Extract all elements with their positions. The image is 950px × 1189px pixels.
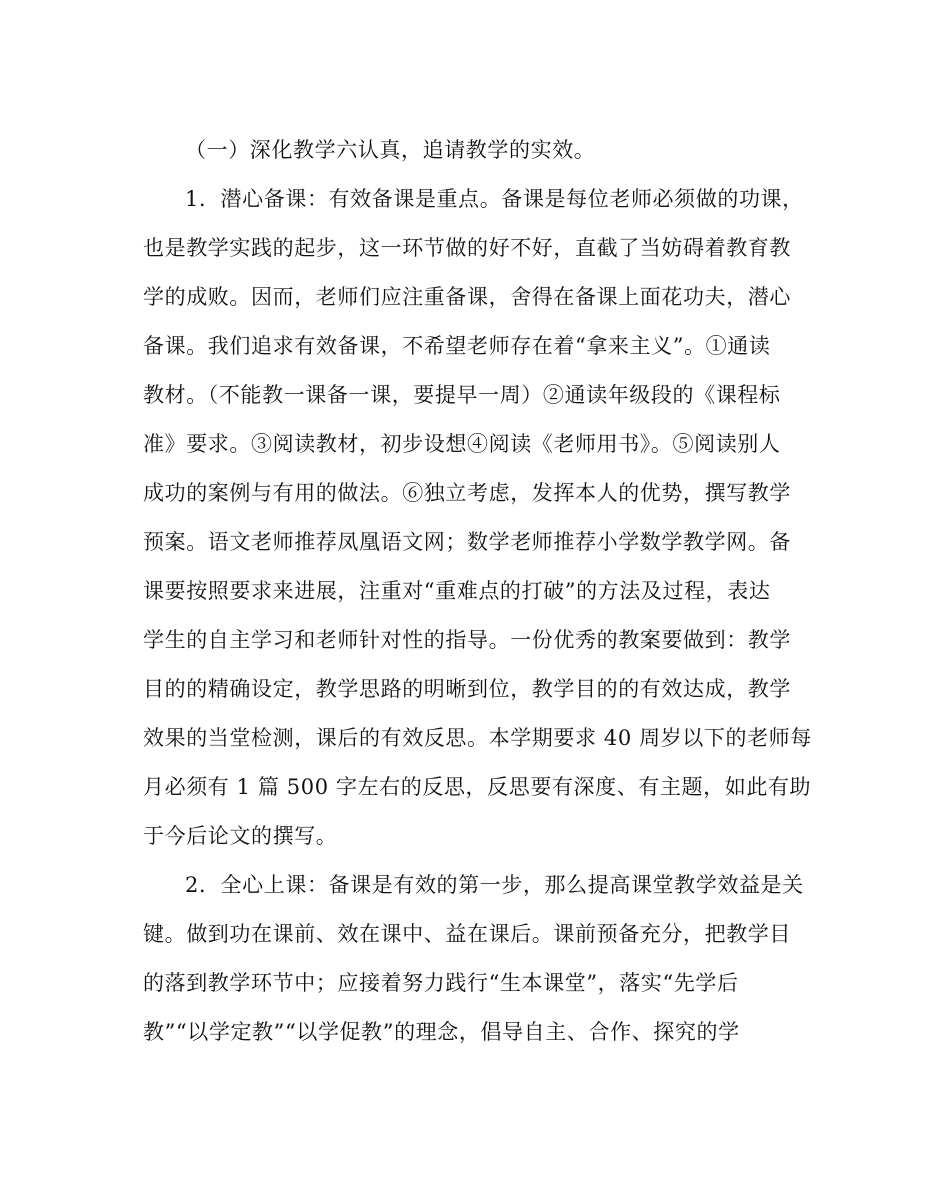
paragraph-line: 也是教学实践的起步，这一环节做的好不好，直截了当妨碍着教育教 — [143, 236, 791, 260]
paragraph-line: 预案。语文老师推荐凤凰语文网；数学老师推荐小学数学教学网。备 — [143, 530, 791, 554]
paragraph-line: 目的的精确设定，教学思路的明晰到位，教学目的的有效达成，教学 — [143, 677, 791, 701]
paragraph-line: 成功的案例与有用的做法。⑥独立考虑，发挥本人的优势，撰写教学 — [143, 481, 791, 505]
paragraph-line: 课要按照要求来进展，注重对“重难点的打破”的方法及过程，表达 — [143, 579, 771, 603]
paragraph-line: 月必须有 1 篇 500 字左右的反思，反思要有深度、有主题，如此有助 — [143, 775, 812, 799]
paragraph-line: 1．潜心备课：有效备课是重点。备课是每位老师必须做的功课， — [185, 187, 804, 211]
paragraph-line: 教”“以学定教”“以学促教”的理念，倡导自主、合作、探究的学 — [143, 1020, 740, 1044]
paragraph-line: 2．全心上课：备课是有效的第一步，那么提高课堂教学效益是关 — [185, 873, 804, 897]
paragraph-line: 键。做到功在课前、效在课中、益在课后。课前预备充分，把教学目 — [143, 922, 791, 946]
paragraph-line: 于今后论文的撰写。 — [143, 824, 338, 848]
paragraph-line: 的落到教学环节中；应接着努力践行“生本课堂”，落实“先学后 — [143, 971, 739, 995]
paragraph-line: 学的成败。因而，老师们应注重备课，舍得在备课上面花功夫，潜心 — [143, 285, 791, 309]
paragraph-line: 教材。（不能教一课备一课，要提早一周）②通读年级段的《课程标 — [143, 383, 781, 407]
paragraph-line: 备课。我们追求有效备课，不希望老师存在着“拿来主义”。①通读 — [143, 334, 771, 358]
paragraph-line: 效果的当堂检测，课后的有效反思。本学期要求 40 周岁以下的老师每 — [143, 726, 812, 750]
section-heading: （一）深化教学六认真，追请教学的实效。 — [185, 138, 596, 162]
paragraph-line: 学生的自主学习和老师针对性的指导。一份优秀的教案要做到：教学 — [143, 628, 791, 652]
paragraph-line: 准》要求。③阅读教材，初步设想④阅读《老师用书》。⑤阅读别人 — [143, 432, 781, 456]
